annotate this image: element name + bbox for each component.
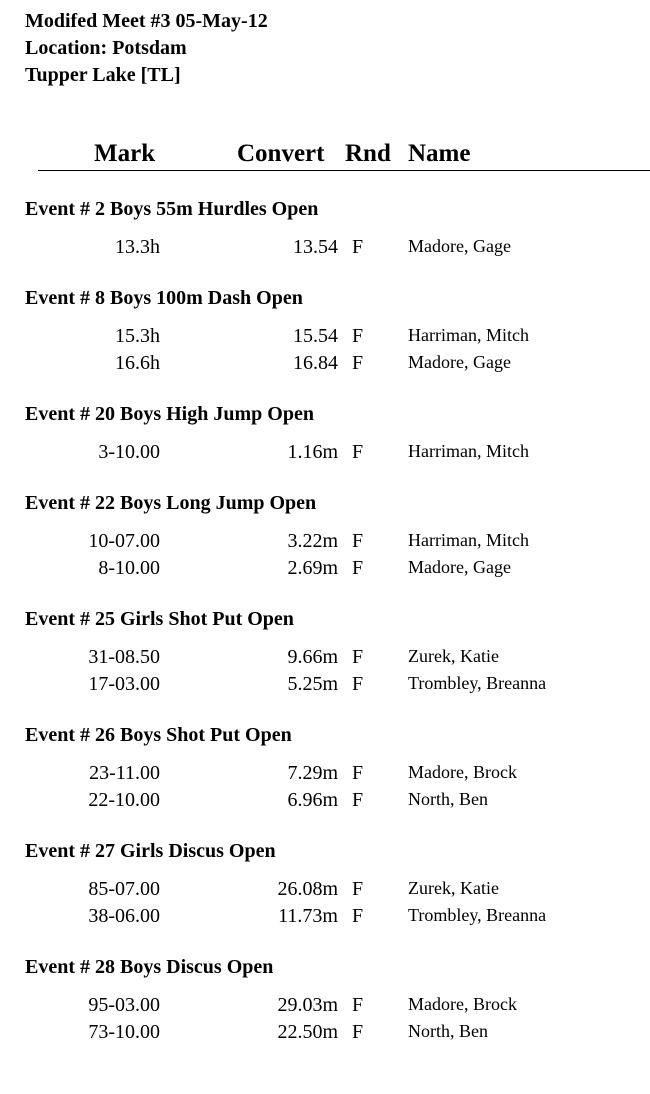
result-row [0,1021,650,1048]
result-row [0,762,650,789]
column-header-convert: Convert [237,140,325,167]
athlete-name: Trombley, Breanna [408,673,547,693]
result-round: F [352,905,364,927]
result-mark: 10-07.00 [88,530,160,552]
header-rule [38,170,650,171]
athlete-name: Trombley, Breanna [408,905,547,925]
column-headers [0,140,650,170]
team-name: Tupper Lake [TL] [25,64,181,86]
result-mark: 23-11.00 [89,762,160,784]
result-round: F [352,789,364,811]
event-title: Event # 27 Girls Discus Open [25,840,276,862]
events-list [0,198,650,1072]
event-section [0,287,650,403]
result-convert: 6.96m [287,789,338,811]
result-round: F [352,557,364,579]
result-convert: 22.50m [277,1021,338,1043]
result-row [0,905,650,932]
result-mark: 15.3h [115,325,160,347]
athlete-name: Harriman, Mitch [408,441,529,461]
result-mark: 22-10.00 [88,789,160,811]
meet-location: Location: Potsdam [25,37,187,59]
result-row [0,878,650,905]
event-title: Event # 22 Boys Long Jump Open [25,492,317,514]
result-row [0,530,650,557]
result-convert: 13.54 [293,236,338,258]
result-row [0,441,650,468]
result-convert: 2.69m [287,557,338,579]
event-section [0,840,650,956]
column-header-name: Name [408,140,471,167]
result-round: F [352,325,364,347]
event-section [0,956,650,1072]
result-round: F [352,1021,364,1043]
result-row [0,557,650,584]
result-round: F [352,673,364,695]
event-section [0,608,650,724]
athlete-name: Harriman, Mitch [408,530,529,550]
result-mark: 17-03.00 [88,673,160,695]
event-title: Event # 28 Boys Discus Open [25,956,274,978]
result-convert: 16.84 [293,352,338,374]
result-mark: 85-07.00 [88,878,160,900]
result-mark: 38-06.00 [88,905,160,927]
result-row [0,994,650,1021]
result-mark: 16.6h [115,352,160,374]
athlete-name: Zurek, Katie [408,878,499,898]
event-title: Event # 26 Boys Shot Put Open [25,724,292,746]
result-round: F [352,236,364,258]
result-convert: 1.16m [287,441,338,463]
result-convert: 3.22m [287,530,338,552]
result-convert: 15.54 [293,325,338,347]
result-round: F [352,441,364,463]
report-header [25,8,268,89]
event-title: Event # 8 Boys 100m Dash Open [25,287,303,309]
result-round: F [352,878,364,900]
result-round: F [352,646,364,668]
result-convert: 29.03m [277,994,338,1016]
athlete-name: Madore, Brock [408,762,517,782]
column-header-mark: Mark [94,140,156,167]
event-section [0,403,650,492]
result-mark: 13.3h [115,236,160,258]
result-mark: 95-03.00 [88,994,160,1016]
athlete-name: Zurek, Katie [408,646,499,666]
result-row [0,325,650,352]
result-convert: 9.66m [287,646,338,668]
athlete-name: North, Ben [408,789,488,809]
result-row [0,789,650,816]
result-row [0,236,650,263]
result-row [0,352,650,379]
result-convert: 26.08m [277,878,338,900]
result-round: F [352,994,364,1016]
athlete-name: Harriman, Mitch [408,325,529,345]
event-section [0,724,650,840]
result-convert: 7.29m [287,762,338,784]
meet-title: Modifed Meet #3 05-May-12 [25,10,268,32]
result-convert: 11.73m [278,905,338,927]
athlete-name: Madore, Gage [408,352,511,372]
result-mark: 73-10.00 [88,1021,160,1043]
result-round: F [352,530,364,552]
event-title: Event # 2 Boys 55m Hurdles Open [25,198,319,220]
event-section [0,492,650,608]
result-convert: 5.25m [287,673,338,695]
result-mark: 31-08.50 [88,646,160,668]
result-round: F [352,762,364,784]
athlete-name: Madore, Gage [408,557,511,577]
athlete-name: Madore, Gage [408,236,511,256]
event-section [0,198,650,287]
result-mark: 3-10.00 [98,441,160,463]
column-header-rnd: Rnd [345,140,391,167]
result-row [0,673,650,700]
result-round: F [352,352,364,374]
athlete-name: Madore, Brock [408,994,517,1014]
event-title: Event # 20 Boys High Jump Open [25,403,314,425]
athlete-name: North, Ben [408,1021,488,1041]
result-row [0,646,650,673]
result-mark: 8-10.00 [98,557,160,579]
event-title: Event # 25 Girls Shot Put Open [25,608,294,630]
